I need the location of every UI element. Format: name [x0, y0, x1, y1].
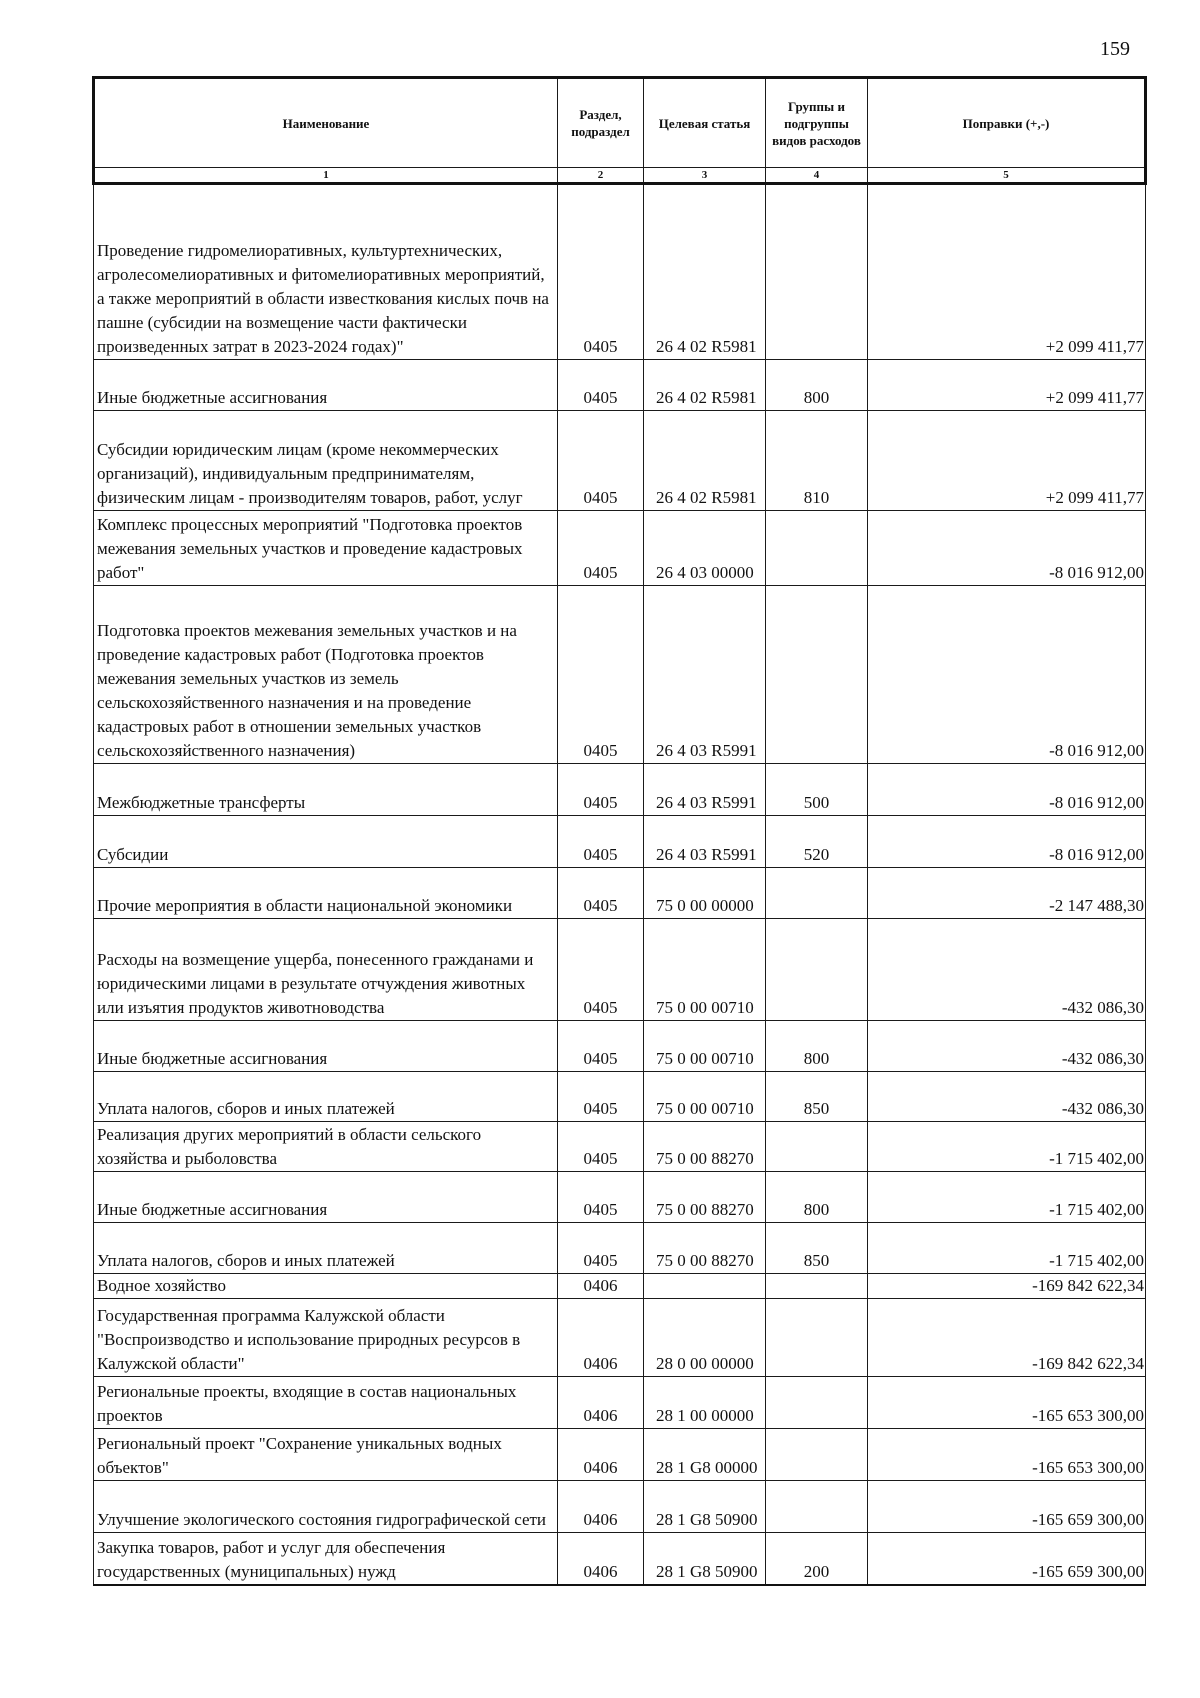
row-expense-type: 520: [766, 816, 868, 868]
table-row: [94, 1122, 1146, 1172]
row-target: 75 0 00 00000: [644, 868, 766, 919]
row-name: Иные бюджетные ассигнования: [94, 1021, 558, 1072]
row-target: 28 1 G8 50900: [644, 1533, 766, 1585]
table-row: [94, 1429, 1146, 1481]
row-expense-type: [766, 184, 868, 360]
table-row: [94, 1481, 1146, 1533]
table-row: [94, 1377, 1146, 1429]
row-section: 0406: [558, 1274, 644, 1299]
row-section: 0405: [558, 1223, 644, 1274]
row-name: Реализация других мероприятий в области сельского хозяйства и рыболовства: [94, 1122, 558, 1172]
row-expense-type: [766, 1481, 868, 1533]
row-expense-type: 850: [766, 1072, 868, 1122]
row-amount: -1 715 402,00: [868, 1122, 1146, 1172]
column-number: 3: [644, 168, 766, 184]
column-number: 1: [94, 168, 558, 184]
table-row: [94, 1299, 1146, 1377]
table-row: [94, 360, 1146, 411]
row-expense-type: 500: [766, 764, 868, 816]
table-row: [94, 1072, 1146, 1122]
row-section: 0405: [558, 816, 644, 868]
row-expense-type: 800: [766, 1172, 868, 1223]
row-name: Иные бюджетные ассигнования: [94, 1172, 558, 1223]
header-amendment: Поправки (+,-): [868, 78, 1146, 168]
row-amount: -1 715 402,00: [868, 1172, 1146, 1223]
row-section: 0406: [558, 1481, 644, 1533]
row-target: 26 4 02 R5981: [644, 184, 766, 360]
row-name: Водное хозяйство: [94, 1274, 558, 1299]
row-name: Региональный проект "Сохранение уникальных водных объектов": [94, 1429, 558, 1481]
row-name: Улучшение экологического состояния гидрографической сети: [94, 1481, 558, 1533]
row-target: [644, 1274, 766, 1299]
table-row: [94, 764, 1146, 816]
row-expense-type: [766, 586, 868, 764]
row-target: 75 0 00 00710: [644, 919, 766, 1021]
row-amount: -8 016 912,00: [868, 586, 1146, 764]
header-expense-type: Группы и подгруппы видов расходов: [766, 78, 868, 168]
row-expense-type: 810: [766, 411, 868, 511]
row-amount: -165 653 300,00: [868, 1377, 1146, 1429]
row-target: 75 0 00 00710: [644, 1021, 766, 1072]
row-section: 0405: [558, 919, 644, 1021]
row-section: 0405: [558, 184, 644, 360]
row-expense-type: [766, 1299, 868, 1377]
row-target: 28 0 00 00000: [644, 1299, 766, 1377]
table-row: [94, 411, 1146, 511]
row-target: 75 0 00 00710: [644, 1072, 766, 1122]
header-target: Целевая статья: [644, 78, 766, 168]
row-expense-type: [766, 919, 868, 1021]
row-name: Субсидии: [94, 816, 558, 868]
column-number: 4: [766, 168, 868, 184]
table-row: [94, 868, 1146, 919]
row-name: Уплата налогов, сборов и иных платежей: [94, 1072, 558, 1122]
row-section: 0405: [558, 1122, 644, 1172]
row-name: Подготовка проектов межевания земельных участков и на проведение кадастровых работ (Подготовка проектов межевания земельных участков из земель сельскохозяйственного назначения и на проведение кадастровых работ в отношении земельных участков сельскохозяйственного назначения): [94, 586, 558, 764]
row-section: 0405: [558, 586, 644, 764]
row-amount: -8 016 912,00: [868, 764, 1146, 816]
table-row: [94, 1172, 1146, 1223]
page-number: 159: [1100, 38, 1130, 60]
row-name: Комплекс процессных мероприятий "Подготовка проектов межевания земельных участков и проведение кадастровых работ": [94, 511, 558, 586]
row-target: 75 0 00 88270: [644, 1122, 766, 1172]
table-row: [94, 511, 1146, 586]
row-name: Государственная программа Калужской области "Воспроизводство и использование природных ресурсов в Калужской области": [94, 1299, 558, 1377]
row-expense-type: [766, 1122, 868, 1172]
header-name: Наименование: [94, 78, 558, 168]
row-amount: -8 016 912,00: [868, 816, 1146, 868]
row-target: 26 4 02 R5981: [644, 360, 766, 411]
row-amount: +2 099 411,77: [868, 184, 1146, 360]
row-amount: -8 016 912,00: [868, 511, 1146, 586]
row-amount: -432 086,30: [868, 919, 1146, 1021]
table-row: [94, 586, 1146, 764]
table-row: [94, 184, 1146, 360]
column-number: 5: [868, 168, 1146, 184]
row-section: 0406: [558, 1533, 644, 1585]
row-target: 26 4 03 R5991: [644, 764, 766, 816]
row-section: 0405: [558, 764, 644, 816]
row-target: 28 1 G8 00000: [644, 1429, 766, 1481]
row-amount: -169 842 622,34: [868, 1299, 1146, 1377]
row-section: 0405: [558, 411, 644, 511]
row-target: 75 0 00 88270: [644, 1223, 766, 1274]
table-row: [94, 919, 1146, 1021]
row-expense-type: 800: [766, 1021, 868, 1072]
row-target: 75 0 00 88270: [644, 1172, 766, 1223]
row-target: 28 1 00 00000: [644, 1377, 766, 1429]
table-row: [94, 1021, 1146, 1072]
row-expense-type: 800: [766, 360, 868, 411]
column-number: 2: [558, 168, 644, 184]
row-amount: -165 659 300,00: [868, 1481, 1146, 1533]
table-row: [94, 1533, 1146, 1585]
row-target: 26 4 03 R5991: [644, 816, 766, 868]
row-expense-type: 850: [766, 1223, 868, 1274]
row-amount: -165 653 300,00: [868, 1429, 1146, 1481]
table-row: [94, 816, 1146, 868]
row-name: Региональные проекты, входящие в состав национальных проектов: [94, 1377, 558, 1429]
budget-amendments-table: [92, 76, 1147, 1586]
row-section: 0406: [558, 1377, 644, 1429]
row-amount: +2 099 411,77: [868, 411, 1146, 511]
row-section: 0405: [558, 360, 644, 411]
row-name: Прочие мероприятия в области национальной экономики: [94, 868, 558, 919]
row-target: 26 4 03 R5991: [644, 586, 766, 764]
table-row: [94, 1223, 1146, 1274]
row-target: 26 4 03 00000: [644, 511, 766, 586]
row-amount: -432 086,30: [868, 1021, 1146, 1072]
row-section: 0406: [558, 1299, 644, 1377]
row-expense-type: [766, 868, 868, 919]
row-expense-type: [766, 511, 868, 586]
row-amount: +2 099 411,77: [868, 360, 1146, 411]
row-name: Межбюджетные трансферты: [94, 764, 558, 816]
row-amount: -169 842 622,34: [868, 1274, 1146, 1299]
row-expense-type: [766, 1429, 868, 1481]
row-section: 0405: [558, 511, 644, 586]
row-amount: -432 086,30: [868, 1072, 1146, 1122]
row-amount: -1 715 402,00: [868, 1223, 1146, 1274]
row-target: 28 1 G8 50900: [644, 1481, 766, 1533]
row-section: 0405: [558, 1072, 644, 1122]
row-section: 0406: [558, 1429, 644, 1481]
row-expense-type: [766, 1377, 868, 1429]
row-name: Уплата налогов, сборов и иных платежей: [94, 1223, 558, 1274]
table-row: [94, 1274, 1146, 1299]
row-section: 0405: [558, 1021, 644, 1072]
row-section: 0405: [558, 1172, 644, 1223]
row-target: 26 4 02 R5981: [644, 411, 766, 511]
row-name: Иные бюджетные ассигнования: [94, 360, 558, 411]
row-amount: -165 659 300,00: [868, 1533, 1146, 1585]
row-name: Расходы на возмещение ущерба, понесенного гражданами и юридическими лицами в результате отчуждения животных или изъятия продуктов животноводства: [94, 919, 558, 1021]
row-name: Субсидии юридическим лицам (кроме некоммерческих организаций), индивидуальным предпринимателям, физическим лицам - производителям товаров, работ, услуг: [94, 411, 558, 511]
row-amount: -2 147 488,30: [868, 868, 1146, 919]
row-name: Проведение гидромелиоративных, культуртехнических, агролесомелиоративных и фитомелиоративных мероприятий, а также мероприятий в области известкования кислых почв на пашне (субсидии на возмещение части фактически произведенных затрат в 2023-2024 годах)": [94, 184, 558, 360]
row-name: Закупка товаров, работ и услуг для обеспечения государственных (муниципальных) нужд: [94, 1533, 558, 1585]
row-expense-type: [766, 1274, 868, 1299]
header-section: Раздел, подраздел: [558, 78, 644, 168]
row-expense-type: 200: [766, 1533, 868, 1585]
row-section: 0405: [558, 868, 644, 919]
